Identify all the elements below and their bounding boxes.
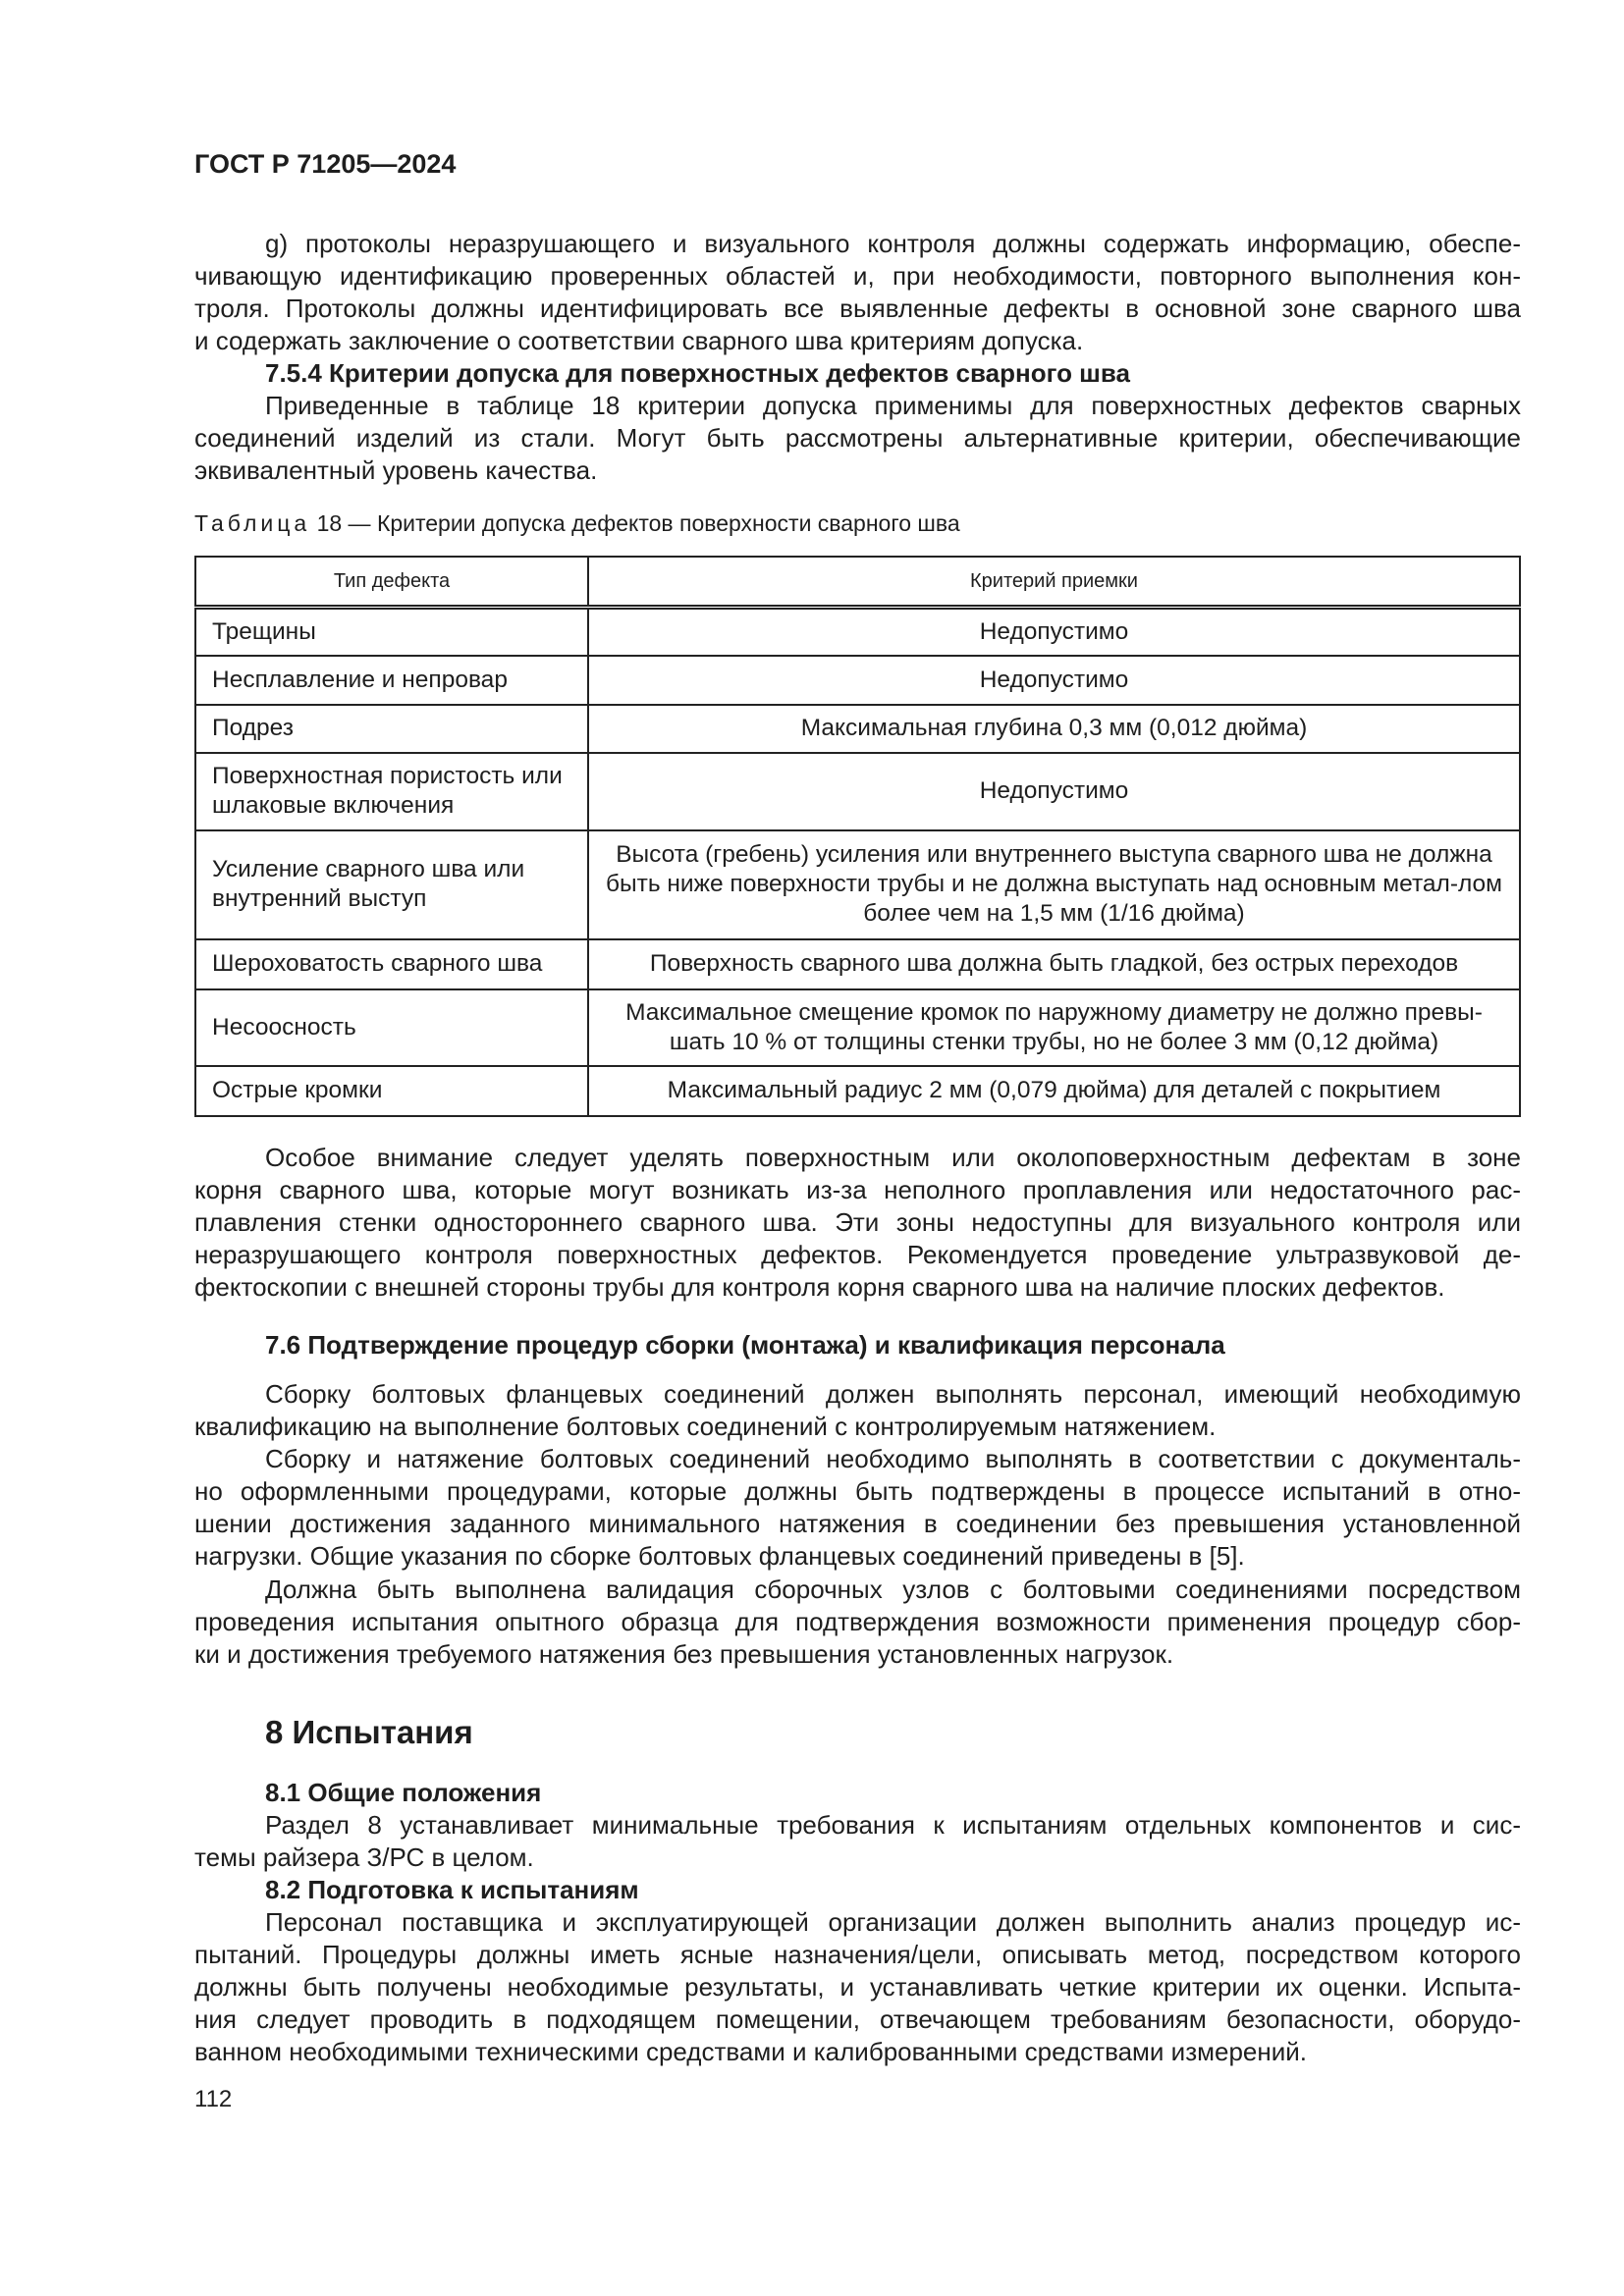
paragraph-7-6-c — [194, 1574, 1521, 1671]
criterion-cell: Недопустимо — [588, 753, 1520, 830]
text-line: корня сварного шва, которые могут возникать из-за неполного проплавления или недостаточного рас- — [194, 1175, 1521, 1204]
table-caption-label: Таблица — [194, 510, 311, 536]
criterion-cell: Максимальное смещение кромок по наружному диаметру не должно превы-шать 10 % от толщины стенки трубы, но не более 3 мм (0,12 дюйма) — [588, 989, 1520, 1066]
defect-type-cell: Трещины — [195, 608, 588, 656]
text-line: но оформленными процедурами, которые должны быть подтверждены в процессе испытаний в отно- — [194, 1476, 1521, 1506]
paragraph-8-2 — [194, 1906, 1521, 2068]
paragraph-root-defects — [194, 1142, 1521, 1304]
section-heading-8: 8 Испытания — [265, 1714, 473, 1750]
criterion-cell: Недопустимо — [588, 608, 1520, 656]
column-header-defect-type: Тип дефекта — [195, 557, 588, 608]
section-heading-8-2: 8.2 Подготовка к испытаниям — [265, 1875, 639, 1904]
paragraph-g — [194, 228, 1521, 357]
text-line: нагрузки. Общие указания по сборке болтовых фланцевых соединений приведены в [5]. — [194, 1541, 1245, 1571]
table-row — [195, 830, 1520, 939]
table-row — [195, 608, 1520, 656]
column-header-criterion: Критерий приемки — [588, 557, 1520, 608]
paragraph-7-6-b — [194, 1443, 1521, 1573]
section-heading-7-6: 7.6 Подтверждение процедур сборки (монтажа) и квалификация персонала — [265, 1330, 1225, 1360]
section-heading-8-1: 8.1 Общие положения — [265, 1778, 542, 1807]
text-line: троля. Протоколы должны идентифицировать все выявленные дефекты в основной зоне сварного шва — [194, 294, 1521, 323]
text-line: ния следует проводить в подходящем помещении, отвечающем требованиям безопасности, оборудо- — [194, 2004, 1521, 2034]
table-row — [195, 705, 1520, 753]
text-line: Раздел 8 устанавливает минимальные требования к испытаниям отдельных компонентов и сис- — [265, 1810, 1521, 1840]
text-line: шении достижения заданного минимального натяжения в соединении без превышения установленной — [194, 1509, 1521, 1538]
text-line: плавления стенки одностороннего сварного шва. Эти зоны недоступны для визуального контроля или — [194, 1207, 1521, 1237]
text-line: эквивалентный уровень качества. — [194, 455, 598, 485]
defect-type-cell: Подрез — [195, 705, 588, 753]
table-caption-text: 18 — Критерии допуска дефектов поверхности сварного шва — [310, 510, 960, 536]
text-line: пытаний. Процедуры должны иметь ясные назначения/цели, описывать метод, посредством которого — [194, 1940, 1521, 1969]
table-caption — [194, 510, 1521, 537]
defect-type-cell: Усиление сварного шва или внутренний выступ — [195, 830, 588, 939]
document-id: ГОСТ Р 71205—2024 — [194, 149, 457, 179]
text-line: проведения испытания опытного образца для подтверждения возможности применения процедур сбор- — [194, 1607, 1521, 1636]
table-row — [195, 1066, 1520, 1116]
text-line: ванном необходимыми техническими средствами и калиброванными средствами измерений. — [194, 2037, 1308, 2066]
text-line: и содержать заключение о соответствии сварного шва критериям допуска. — [194, 326, 1084, 355]
defect-type-cell: Шероховатость сварного шва — [195, 939, 588, 989]
text-line: Сборку и натяжение болтовых соединений необходимо выполнять в соответствии с документаль- — [265, 1444, 1521, 1473]
criterion-cell: Высота (гребень) усиления или внутреннего выступа сварного шва не должна быть ниже поверхности трубы и не должна выступать над основным метал-лом более чем на 1,5 мм (1/16 дюйма) — [588, 830, 1520, 939]
criterion-cell: Поверхность сварного шва должна быть гладкой, без острых переходов — [588, 939, 1520, 989]
defect-type-cell: Поверхностная пористость или шлаковые включения — [195, 753, 588, 830]
text-line: неразрушающего контроля поверхностных дефектов. Рекомендуется проведение ультразвуковой де- — [194, 1240, 1521, 1269]
table-header-row — [195, 557, 1520, 608]
section-heading-7-5-4: 7.5.4 Критерии допуска для поверхностных дефектов сварного шва — [265, 358, 1130, 388]
text-line: Особое внимание следует уделять поверхностным или околоповерхностным дефектам в зоне — [265, 1143, 1521, 1172]
text-line: темы райзера З/РС в целом. — [194, 1842, 534, 1872]
table-row — [195, 939, 1520, 989]
table-row — [195, 656, 1520, 705]
text-line: Персонал поставщика и эксплуатирующей организации должен выполнить анализ процедур ис- — [265, 1907, 1521, 1937]
text-line: должны быть получены необходимые результаты, и устанавливать четкие критерии их оценки. Испыта- — [194, 1972, 1521, 2002]
criterion-cell: Недопустимо — [588, 656, 1520, 705]
text-line: Приведенные в таблице 18 критерии допуска применимы для поверхностных дефектов сварных — [265, 391, 1521, 420]
text-line: g) протоколы неразрушающего и визуального контроля должны содержать информацию, обеспе- — [265, 229, 1521, 258]
text-line: Должна быть выполнена валидация сборочных узлов с болтовыми соединениями посредством — [265, 1575, 1521, 1604]
text-line: соединений изделий из стали. Могут быть рассмотрены альтернативные критерии, обеспечивающие — [194, 423, 1521, 453]
text-line: Сборку болтовых фланцевых соединений должен выполнять персонал, имеющий необходимую — [265, 1379, 1521, 1409]
defect-type-cell: Несоосность — [195, 989, 588, 1066]
defect-type-cell: Острые кромки — [195, 1066, 588, 1116]
table-row — [195, 753, 1520, 830]
text-line: ки и достижения требуемого натяжения без превышения установленных нагрузок. — [194, 1639, 1174, 1669]
text-line: квалификацию на выполнение болтовых соединений с контролируемым натяжением. — [194, 1412, 1217, 1441]
criterion-cell: Максимальный радиус 2 мм (0,079 дюйма) для деталей с покрытием — [588, 1066, 1520, 1116]
table-row — [195, 989, 1520, 1066]
paragraph-7-6-a — [194, 1378, 1521, 1443]
defect-type-cell: Несплавление и непровар — [195, 656, 588, 705]
text-line: чивающую идентификацию проверенных областей и, при необходимости, повторного выполнения кон- — [194, 261, 1521, 291]
criterion-cell: Максимальная глубина 0,3 мм (0,012 дюйма) — [588, 705, 1520, 753]
page-number: 112 — [194, 2086, 233, 2112]
paragraph-7-5-4 — [194, 390, 1521, 487]
text-line: фектоскопии с внешней стороны трубы для контроля корня сварного шва на наличие плоских дефектов. — [194, 1272, 1445, 1302]
paragraph-8-1 — [194, 1809, 1521, 1874]
acceptance-criteria-table — [194, 556, 1521, 1117]
